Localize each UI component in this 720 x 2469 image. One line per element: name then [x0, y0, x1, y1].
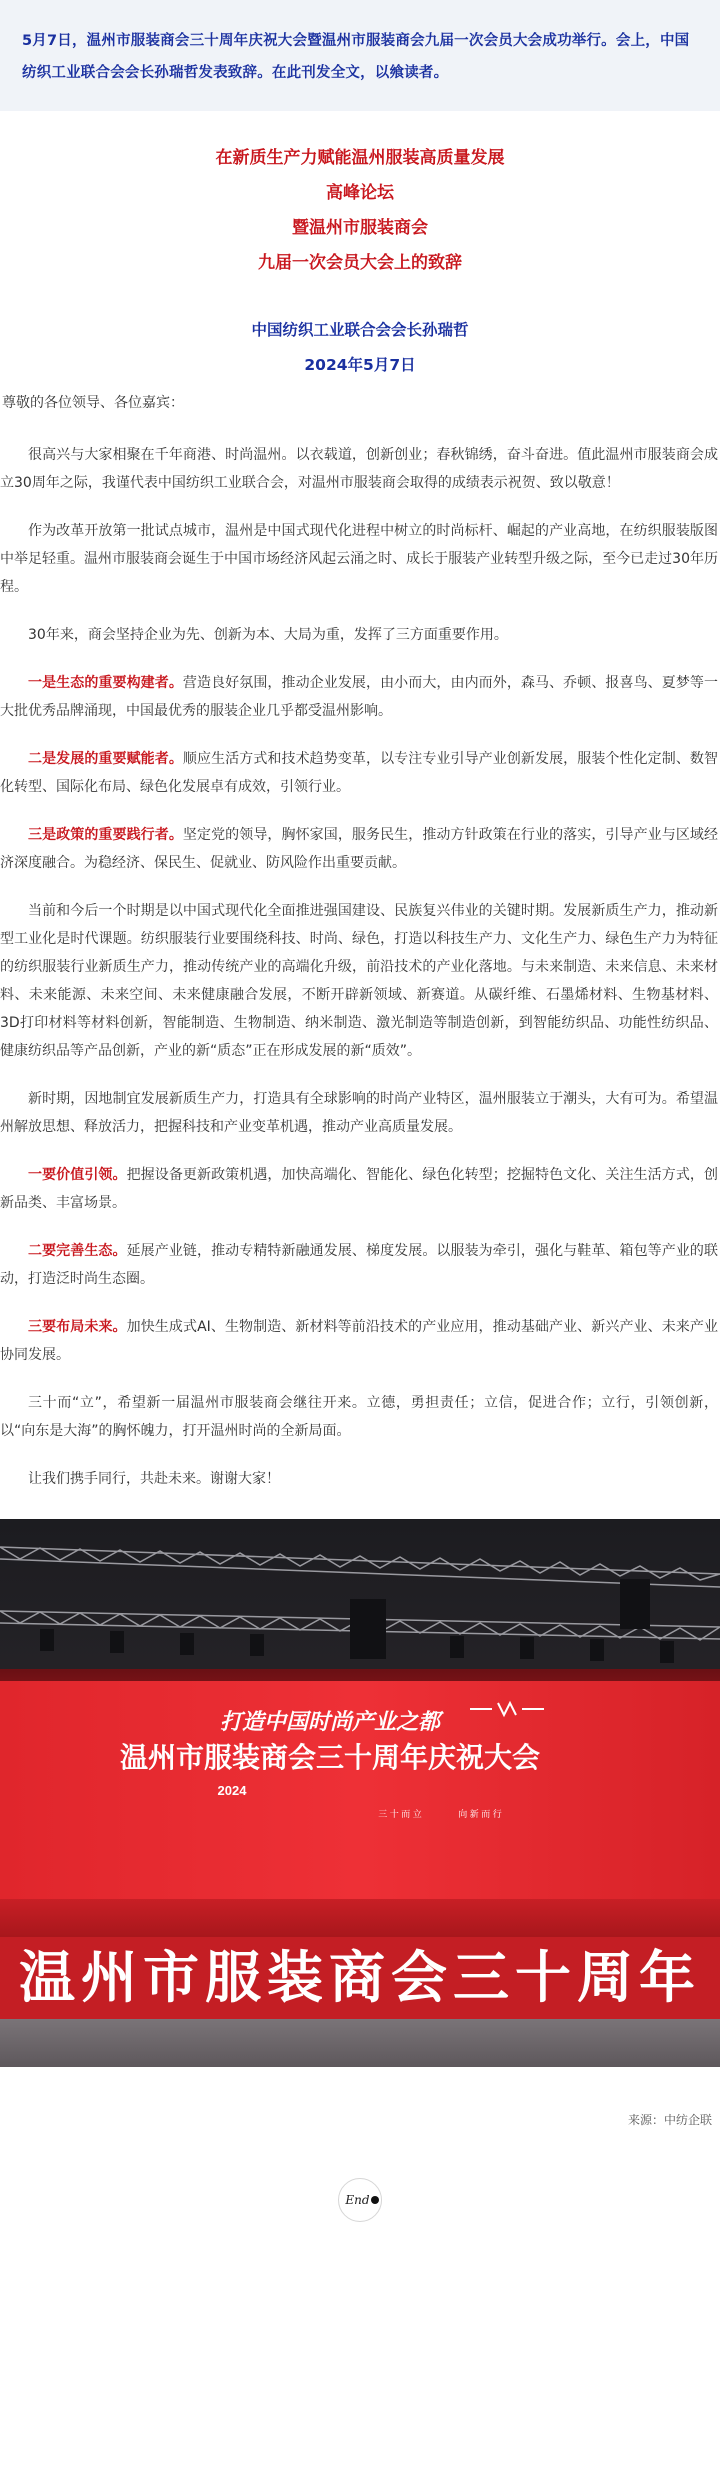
end-badge	[338, 2178, 382, 2222]
banner-top-line: 打造中国时尚产业之都	[219, 1709, 441, 1734]
end-marker	[0, 2178, 720, 2222]
paragraph	[0, 745, 720, 801]
paragraph-text: 很高兴与大家相聚在千年商港、时尚温州。以衣载道，创新创业；春秋锦绣，奋斗奋进。值此温州市服装商会成立30周年之际，我谨代表中国纺织工业联合会，对温州市服装商会取得的成绩表示祝贺、致以敬意！	[0, 447, 718, 491]
paragraph-text: 30年来，商会坚持企业为先、创新为本、大局为重，发挥了三方面重要作用。	[28, 627, 508, 643]
paragraph	[0, 1161, 720, 1217]
dot-icon	[371, 2196, 379, 2204]
banner-year: 2024	[217, 1783, 247, 1798]
paragraph	[0, 1237, 720, 1293]
floor-banner-text: 温州市服装商会三十周年	[19, 1946, 701, 2009]
author-block	[0, 313, 720, 383]
paragraph-text: 三十而“立”，希望新一届温州市服装商会继往开来。立德，勇担责任；立信，促进合作；立行，引领创新，以“向东是大海”的胸怀魄力，打开温州时尚的全新局面。	[0, 1395, 718, 1439]
speech-title	[0, 141, 720, 281]
paragraph-lead: 一是生态的重要构建者。	[28, 675, 183, 691]
paragraph-text: 把握设备更新政策机遇，加快高端化、智能化、绿色化转型；挖掘特色文化、关注生活方式，创新品类、丰富场景。	[0, 1167, 719, 1211]
banner-sub-2: 向 新 而 行	[458, 1809, 502, 1819]
paragraph-text: 顺应生活方式和技术趋势变革，以专注专业引导产业创新发展，服装个性化定制、数智化转型、国际化布局、绿色化发展卓有成效，引领行业。	[0, 751, 719, 795]
paragraph	[0, 821, 720, 877]
title-line-1: 在新质生产力赋能温州服装高质量发展	[215, 148, 505, 168]
speech-body	[0, 441, 720, 1493]
paragraph-lead: 三要布局未来。	[28, 1319, 127, 1335]
intro-box	[0, 0, 720, 111]
paragraph-text: 当前和今后一个时期是以中国式现代化全面推进强国建设、民族复兴伟业的关键时期。发展新质生产力，推动新型工业化是时代课题。纺织服装行业要围绕科技、时尚、绿色，打造以科技生产力、文化生产力、绿色生产力为特征的纺织服装行业新质生产力，推动传统产业的高端化升级，前沿技术的产业化落地。与未来制造、未来信息、未来材料、未来能源、未来空间、未来健康融合发展，不断开辟新领域、新赛道。从碳纤维、石墨烯材料、生物基材料、3D打印材料等材料创新，智能制造、生物制造、纳米制造、激光制造等制造创新，到智能纺织品、功能性纺织品、健康纺织品等产品创新，产业的新“质态”正在形成发展的新“质效”。	[0, 903, 718, 1059]
paragraph-lead: 三是政策的重要践行者。	[28, 827, 183, 843]
title-line-2: 高峰论坛	[326, 183, 394, 203]
paragraph	[0, 1085, 720, 1141]
stage-front	[0, 1899, 720, 1937]
end-label: End	[345, 2193, 370, 2207]
greeting: 尊敬的各位领导、各位嘉宾：	[2, 395, 184, 411]
paragraph	[0, 1389, 720, 1445]
paragraph-lead: 一要价值引领。	[28, 1167, 127, 1183]
title-line-3: 暨温州市服装商会	[292, 218, 428, 238]
intro-text: 5月7日，温州市服装商会三十周年庆祝大会暨温州市服装商会九届一次会员大会成功举行。会上，中国纺织工业联合会会长孙瑞哲发表致辞。在此刊发全文，以飨读者。	[22, 33, 690, 81]
author-name: 中国纺织工业联合会会长孙瑞哲	[251, 321, 469, 339]
carpet	[0, 2019, 720, 2067]
paragraph-lead: 二是发展的重要赋能者。	[28, 751, 183, 767]
paragraph	[0, 621, 720, 649]
paragraph	[0, 1465, 720, 1493]
source-credit: 来源：中纺企联	[627, 2113, 712, 2127]
paragraph-text: 新时期，因地制宜发展新质生产力，打造具有全球影响的时尚产业特区，温州服装立于潮头，大有可为。希望温州解放思想、释放活力，把握科技和产业变革机遇，推动产业高质量发展。	[0, 1091, 718, 1135]
banner-main: 温州市服装商会三十周年庆祝大会	[119, 1742, 541, 1773]
speech-date: 2024年5月7日	[304, 356, 416, 374]
paragraph	[0, 897, 720, 1065]
paragraph-text: 加快生成式AI、生物制造、新材料等前沿技术的产业应用，推动基础产业、新兴产业、未来产业协同发展。	[0, 1319, 718, 1363]
paragraph-text: 坚定党的领导，胸怀家国，服务民生，推动方针政策在行业的落实，引导产业与区域经济深度融合。为稳经济、保民生、促就业、防风险作出重要贡献。	[0, 827, 719, 871]
title-line-4: 九届一次会员大会上的致辞	[258, 253, 462, 273]
paragraph	[0, 1313, 720, 1369]
paragraph-text: 作为改革开放第一批试点城市，温州是中国式现代化进程中树立的时尚标杆、崛起的产业高地，在纺织服装版图中举足轻重。温州市服装商会诞生于中国市场经济风起云涌之时、成长于服装产业转型升级之际，至今已走过30年历程。	[0, 523, 718, 595]
paragraph-text: 营造良好氛围，推动企业发展，由小而大，由内而外，森马、乔顿、报喜鸟、夏梦等一大批优秀品牌涌现，中国最优秀的服装企业几乎都受温州影响。	[0, 675, 719, 719]
paragraph-text: 延展产业链，推动专精特新融通发展、梯度发展。以服装为牵引，强化与鞋革、箱包等产业的联动，打造泛时尚生态圈。	[0, 1243, 719, 1287]
paragraph	[0, 517, 720, 601]
paragraph	[0, 441, 720, 497]
event-photo	[0, 1519, 720, 2067]
paragraph-lead: 二要完善生态。	[28, 1243, 127, 1259]
paragraph	[0, 669, 720, 725]
banner-sub-1: 三 十 而 立	[378, 1809, 422, 1819]
paragraph-text: 让我们携手同行，共赴未来。谢谢大家！	[28, 1471, 280, 1487]
